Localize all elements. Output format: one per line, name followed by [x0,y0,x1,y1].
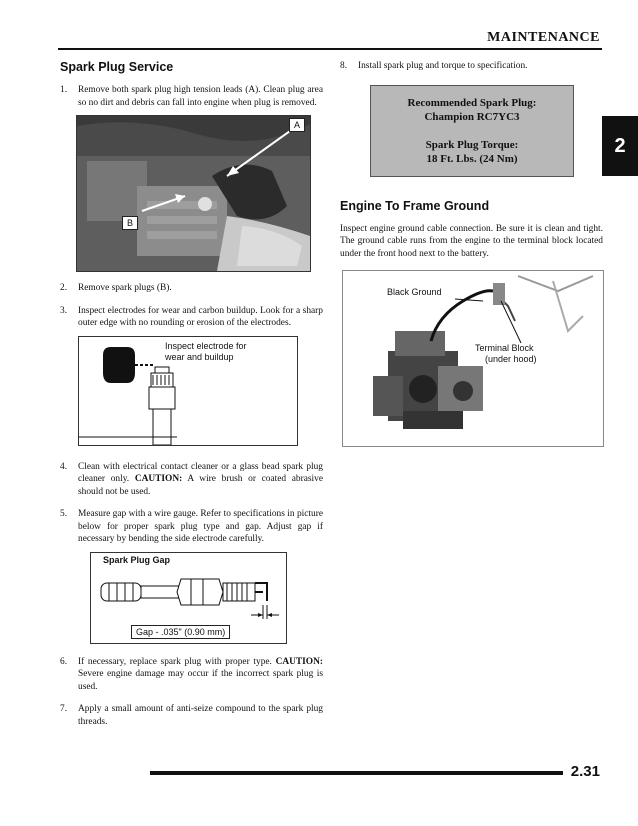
callout-label-a: A [289,118,305,132]
section-heading-engine-ground: Engine To Frame Ground [340,198,490,213]
step-number: 1. [60,85,68,95]
right-column [340,60,603,447]
step-3 [60,305,323,330]
label-black-ground: Black Ground [387,287,442,297]
section-heading-spark-plug-service: Spark Plug Service [60,60,174,74]
step-text: Remove both spark plug high tension leads (A). Clean plug area so no dirt and debris can fall into engine when plug is removed. [78,85,323,108]
step-5 [60,508,323,546]
page-number: 2.31 [570,763,600,780]
step-text: Apply a small amount of anti-seize compound to the spark plug threads. [78,704,323,727]
step-text: Measure gap with a wire gauge. Refer to specifications in picture below for proper spark plug type and gap. Adjust gap if necessary by bending the side electrode carefully. [78,509,323,544]
step-7 [60,703,323,728]
step-text-after: A wire brush or coated abrasive should not be used. [78,474,323,497]
step-number: 5. [60,509,68,519]
step-number: 8. [340,61,348,71]
step-text: Inspect electrodes for wear and carbon buildup. Look for a sharp outer edge with no rounding or erosion of the electrodes. [78,305,323,328]
left-column [60,60,323,728]
engine-ground-illustration [343,271,603,446]
figure-title-spark-plug-gap: Spark Plug Gap [103,554,171,565]
step-number: 7. [60,704,68,714]
callout-label-b: B [122,216,138,230]
caption-inspect-electrode-line1: Inspect electrode for [165,340,247,351]
figure-spark-plug-gap [90,552,287,644]
spec-line-torque-value: 18 Ft. Lbs. (24 Nm) [426,152,518,165]
caution-label: CAUTION: [275,656,323,667]
page-header-title: MAINTENANCE [487,30,600,45]
step-number: 2. [60,283,68,293]
spec-line-recommended: Recommended Spark Plug: [407,96,537,109]
engine-ground-paragraph: Inspect engine ground cable connection. Be sure it is clean and tight. The ground cable runs from the engine to the terminal block located under the front hood next to the battery. [340,223,603,259]
header-rule [58,48,602,50]
step-4 [60,461,323,499]
step-text-after: Severe engine damage may occur if the incorrect spark plug is used. [78,669,323,692]
footer-rule [150,771,563,775]
step-text-before: If necessary, replace spark plug with proper type. [78,656,276,667]
label-under-hood: (under hood) [485,354,537,364]
figure-inspect-electrode [78,336,298,446]
step-number: 3. [60,305,68,316]
label-terminal-block: Terminal Block [475,343,534,353]
figure-spark-plug-leads-photo [76,115,311,272]
step-text-before: Clean with electrical contact cleaner or a glass bead spark plug cleaner only. [78,461,323,484]
step-1 [60,84,323,109]
gap-specification-label: Gap - .035" (0.90 mm) [131,625,230,639]
spark-plug-spec-box [370,85,574,177]
spec-line-torque-label: Spark Plug Torque: [425,138,519,151]
spec-line-plug-model: Champion RC7YC3 [424,110,520,123]
engine-photo-illustration [77,116,310,271]
step-6 [60,656,323,694]
step-text: Install spark plug and torque to specification. [358,61,528,71]
step-8 [340,60,603,73]
step-number: 4. [60,461,68,472]
step-number: 6. [60,656,68,667]
figure-engine-ground [342,270,604,447]
step-2 [60,282,323,295]
step-text: Remove spark plugs (B). [78,283,172,293]
chapter-tab: 2 [602,116,638,176]
caution-label: CAUTION: [134,474,183,484]
caption-inspect-electrode-line2: wear and buildup [165,351,234,362]
